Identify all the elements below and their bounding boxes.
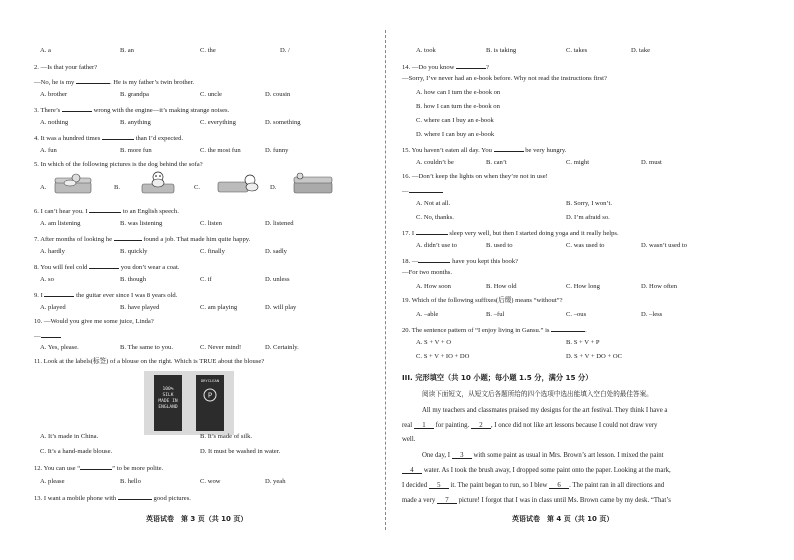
answer-blank[interactable] bbox=[89, 261, 119, 269]
option-b[interactable]: B. was listening bbox=[120, 220, 163, 227]
q20-options-row1 bbox=[416, 338, 738, 347]
answer-blank[interactable] bbox=[89, 205, 121, 213]
svg-text:P: P bbox=[207, 391, 213, 400]
option-c[interactable]: C. wow bbox=[200, 478, 221, 485]
option-b[interactable]: B. an bbox=[120, 47, 134, 54]
option-d[interactable]: D. bbox=[270, 184, 277, 191]
blouse-labels-picture bbox=[144, 371, 234, 435]
q3-options bbox=[40, 118, 372, 127]
question-10-line: — bbox=[34, 330, 61, 341]
option-b[interactable]: B. used to bbox=[486, 242, 513, 249]
q1-options bbox=[40, 46, 372, 55]
question-20: 20. The sentence pattern of “I enjoy living in Gansu.” is . bbox=[402, 324, 587, 335]
question-19: 19. Which of the following suffixes(后缀) means “without”? bbox=[402, 297, 563, 304]
sofa-dog-picture-b bbox=[138, 170, 178, 196]
option-a[interactable]: A. nothing bbox=[40, 119, 69, 126]
question-12: 12. You can use “ ” to be more polite. bbox=[34, 462, 163, 473]
care-label: DRYCLEAN P bbox=[196, 375, 224, 431]
question-8: 8. You will feel cold you don’t wear a coat. bbox=[34, 261, 179, 272]
option-a[interactable]: A. hardly bbox=[40, 248, 65, 255]
q4-options bbox=[40, 146, 372, 155]
option-a[interactable]: A. How soon bbox=[416, 283, 451, 290]
option-c[interactable]: C. uncle bbox=[200, 91, 222, 98]
question-2: 2. —Is that your father? bbox=[34, 64, 98, 71]
answer-blank[interactable] bbox=[416, 227, 448, 235]
option-a[interactable]: A. Not at all. bbox=[416, 200, 451, 207]
option-c[interactable]: C. bbox=[194, 184, 201, 191]
option-b[interactable]: B. It’s made of silk. bbox=[200, 433, 253, 440]
option-b[interactable]: B. anything bbox=[120, 119, 151, 126]
option-c[interactable]: C. Never mind! bbox=[200, 344, 242, 351]
option-d[interactable]: D. How often bbox=[641, 283, 678, 290]
question-6: 6. I can’t hear you. I to an English speech. bbox=[34, 205, 179, 216]
option-d[interactable]: D. –less bbox=[641, 311, 663, 318]
page-footer: 英语试卷 第 3 页（共 10 页） bbox=[146, 515, 248, 523]
option-d[interactable]: D. S + V + DO + OC bbox=[566, 353, 622, 360]
option-c[interactable]: C. listen bbox=[200, 220, 222, 227]
option-c[interactable]: C. How long bbox=[566, 283, 600, 290]
option-d[interactable]: D. take bbox=[631, 47, 651, 54]
sofa-dog-picture-a bbox=[52, 172, 94, 196]
option-a[interactable]: A. bbox=[40, 184, 47, 191]
option-c[interactable]: C. the most fun bbox=[200, 147, 241, 154]
question-3: 3. There’s wrong with the engine—it’s making strange noises. bbox=[34, 104, 229, 115]
option-a[interactable]: A. played bbox=[40, 304, 66, 311]
option-b[interactable]: B. hello bbox=[120, 478, 141, 485]
right-page bbox=[402, 0, 738, 560]
page-divider bbox=[385, 30, 386, 530]
option-a[interactable]: A. couldn’t be bbox=[416, 159, 454, 166]
answer-blank[interactable] bbox=[118, 492, 152, 500]
option-b[interactable]: B. grandpa bbox=[120, 91, 149, 98]
q11-options-row2 bbox=[40, 447, 372, 456]
question-10: 10. —Would you give me some juice, Linda? bbox=[34, 318, 154, 325]
option-d[interactable]: D. yeah bbox=[265, 478, 286, 485]
q16-options-row1 bbox=[416, 199, 738, 208]
cloze-blank[interactable]: 4 bbox=[402, 466, 422, 474]
option-c[interactable]: C. everything bbox=[200, 119, 236, 126]
q19-options bbox=[416, 310, 738, 319]
answer-blank[interactable] bbox=[409, 185, 443, 193]
option-a[interactable]: A. brother bbox=[40, 91, 68, 98]
option-c[interactable]: C. might bbox=[566, 159, 590, 166]
question-13: 13. I want a mobile phone with good pictures. bbox=[34, 492, 191, 503]
option-c[interactable]: C. was used to bbox=[566, 242, 605, 249]
option-c[interactable]: C. am playing bbox=[200, 304, 238, 311]
option-b[interactable]: B. can’t bbox=[486, 159, 507, 166]
option-c[interactable]: C. the bbox=[200, 47, 216, 54]
question-16-line: — bbox=[402, 185, 443, 196]
question-18-line: —For two months. bbox=[402, 269, 453, 276]
option-a[interactable]: A. took bbox=[416, 47, 436, 54]
option-a[interactable]: A. am listening bbox=[40, 220, 81, 227]
answer-blank[interactable] bbox=[114, 233, 142, 241]
option-a[interactable]: A. fun bbox=[40, 147, 57, 154]
q16-options-row2 bbox=[416, 213, 738, 222]
section-heading: III. 完形填空（共 10 小题；每小题 1.5 分，满分 15 分） bbox=[402, 373, 593, 382]
cloze-blank[interactable]: 5 bbox=[429, 481, 449, 489]
option-a[interactable]: A. It’s made in China. bbox=[40, 433, 99, 440]
answer-blank[interactable] bbox=[494, 144, 524, 152]
option-b[interactable]: B. quickly bbox=[120, 248, 148, 255]
dry-clean-circle-icon bbox=[202, 387, 218, 403]
option-b[interactable]: B. is taking bbox=[486, 47, 517, 54]
option-b[interactable]: B. bbox=[114, 184, 121, 191]
option-a[interactable]: A. didn’t use to bbox=[416, 242, 457, 249]
option-c[interactable]: C. finally bbox=[200, 248, 225, 255]
passage-line-1: All my teachers and classmates praised my designs for the art festival. They think I have a bbox=[422, 407, 668, 414]
option-c[interactable]: C. S + V + IO + DO bbox=[416, 353, 470, 360]
q9-options bbox=[40, 303, 372, 312]
question-16: 16. —Don’t keep the lights on when they’re not in use! bbox=[402, 173, 548, 180]
answer-blank[interactable] bbox=[418, 255, 450, 263]
option-d[interactable]: D. sadly bbox=[265, 248, 287, 255]
option-b[interactable]: B. though bbox=[120, 276, 147, 283]
q18-options bbox=[416, 282, 738, 291]
option-c[interactable]: C. No, thanks. bbox=[416, 214, 454, 221]
option-d[interactable]: D. must bbox=[641, 159, 662, 166]
option-b[interactable]: B. have played bbox=[120, 304, 160, 311]
question-7: 7. After months of looking he found a job. That made him quite happy. bbox=[34, 233, 250, 244]
passage-line-3: well. bbox=[402, 436, 416, 443]
option-a[interactable]: A. S + V + O bbox=[416, 339, 452, 346]
question-15: 15. You haven’t eaten all day. You be very hungry. bbox=[402, 144, 566, 155]
answer-blank[interactable] bbox=[41, 330, 61, 338]
sofa-dog-picture-c bbox=[216, 170, 260, 196]
passage-line-5: 4 water. As I took the brush away, I dropped some paint onto the paper. Looking at the mark, bbox=[402, 466, 738, 475]
q6-options bbox=[40, 219, 372, 228]
option-b[interactable]: B. The same to you. bbox=[120, 344, 173, 351]
question-5: 5. In which of the following pictures is the dog behind the sofa? bbox=[34, 161, 203, 168]
question-14-line: —Sorry, I’ve never had an e-book before. Why not read the instructions first? bbox=[402, 75, 607, 82]
option-d[interactable]: D. something bbox=[265, 119, 301, 126]
passage-line-4: One day, I 3 with some paint as usual in Mrs. Brown’s art lesson. I mixed the paint bbox=[422, 452, 664, 459]
option-c[interactable]: C. –ous bbox=[566, 311, 587, 318]
q2-options bbox=[40, 90, 372, 99]
cloze-blank[interactable]: 3 bbox=[452, 451, 472, 459]
option-d[interactable]: D. will play bbox=[265, 304, 297, 311]
sofa-dog-picture-d bbox=[292, 172, 334, 196]
option-d[interactable]: D. unless bbox=[265, 276, 290, 283]
option-d[interactable]: D. It must be washed in water. bbox=[200, 448, 281, 455]
cloze-blank[interactable]: 2 bbox=[471, 421, 491, 429]
option-d[interactable]: D. Certainly. bbox=[265, 344, 299, 351]
answer-blank[interactable] bbox=[44, 289, 74, 297]
q13-options bbox=[416, 46, 738, 55]
cloze-blank[interactable]: 7 bbox=[437, 496, 457, 504]
answer-blank[interactable] bbox=[80, 462, 112, 470]
option-a[interactable]: A. how can I turn the e-book on bbox=[416, 89, 501, 96]
option-d[interactable]: D. wasn’t used to bbox=[641, 242, 688, 249]
q8-options bbox=[40, 275, 372, 284]
answer-blank[interactable] bbox=[102, 132, 134, 140]
option-a[interactable]: A. so bbox=[40, 276, 54, 283]
option-d[interactable]: D. / bbox=[280, 47, 290, 54]
option-b[interactable]: B. more fun bbox=[120, 147, 152, 154]
q7-options bbox=[40, 247, 372, 256]
option-d[interactable]: D. funny bbox=[265, 147, 289, 154]
answer-blank[interactable] bbox=[551, 324, 585, 332]
option-d[interactable]: D. listened bbox=[265, 220, 294, 227]
option-c[interactable]: C. if bbox=[200, 276, 212, 283]
q11-options-row1 bbox=[40, 432, 372, 441]
answer-blank[interactable] bbox=[76, 76, 110, 84]
answer-blank[interactable] bbox=[456, 61, 486, 69]
page-footer: 英语试卷 第 4 页（共 10 页） bbox=[512, 515, 614, 523]
q12-options bbox=[40, 477, 372, 486]
cloze-blank[interactable]: 6 bbox=[549, 481, 569, 489]
answer-blank[interactable] bbox=[62, 104, 92, 112]
option-c[interactable]: C. where can I buy an e-book bbox=[416, 117, 494, 124]
option-a[interactable]: A. please bbox=[40, 478, 65, 485]
passage-line-2: real 1 for painting. 2 , I once did not like art lessons because I could not draw very bbox=[402, 422, 658, 429]
q10-options bbox=[40, 343, 372, 352]
option-d[interactable]: D. where I can buy an e-book bbox=[416, 131, 495, 138]
option-c[interactable]: C. It’s a hand-made blouse. bbox=[40, 448, 113, 455]
cloze-blank[interactable]: 1 bbox=[414, 421, 434, 429]
option-b[interactable]: B. How old bbox=[486, 283, 517, 290]
instructions: 阅读下面短文，从短文后各题所给的四个选项中选出能填入空白处的最佳答案。 bbox=[422, 391, 653, 398]
question-11: 11. Look at the labels(标签) of a blouse on the right. Which is TRUE about the blouse? bbox=[34, 358, 265, 365]
q17-options bbox=[416, 241, 738, 250]
question-2-line: —No, he is my . He is my father’s twin brother. bbox=[34, 76, 194, 87]
silk-label: 100% SILK MADE IN ENGLAND bbox=[154, 375, 182, 431]
option-a[interactable]: A. –able bbox=[416, 311, 439, 318]
passage-line-7: made a very 7 picture! I forgot that I was in class until Ms. Brown came by my desk. “That’s bbox=[402, 497, 671, 504]
option-a[interactable]: A. Yes, please. bbox=[40, 344, 79, 351]
left-page bbox=[34, 0, 372, 560]
option-d[interactable]: D. cousin bbox=[265, 91, 291, 98]
passage-line-6: I decided 5 it. The paint began to run, so I blew 6 . The paint ran in all directions and bbox=[402, 482, 665, 489]
question-18: 18. — have you kept this book? bbox=[402, 255, 518, 266]
option-b[interactable]: B. S + V + P bbox=[566, 339, 600, 346]
option-b[interactable]: B. Sorry, I won’t. bbox=[566, 200, 612, 207]
option-a[interactable]: A. a bbox=[40, 47, 51, 54]
option-b[interactable]: B. –ful bbox=[486, 311, 505, 318]
question-17: 17. I sleep very well, but then I started doing yoga and it really helps. bbox=[402, 227, 619, 238]
question-4: 4. It was a hundred times than I’d expected. bbox=[34, 132, 183, 143]
option-d[interactable]: D. I’m afraid so. bbox=[566, 214, 610, 221]
question-14: 14. —Do you know ? bbox=[402, 61, 489, 72]
option-c[interactable]: C. takes bbox=[566, 47, 588, 54]
q20-options-row2 bbox=[416, 352, 738, 361]
option-b[interactable]: B. how I can turn the e-book on bbox=[416, 103, 500, 110]
question-9: 9. I the guitar ever since I was 8 years old. bbox=[34, 289, 177, 300]
q15-options bbox=[416, 158, 738, 167]
